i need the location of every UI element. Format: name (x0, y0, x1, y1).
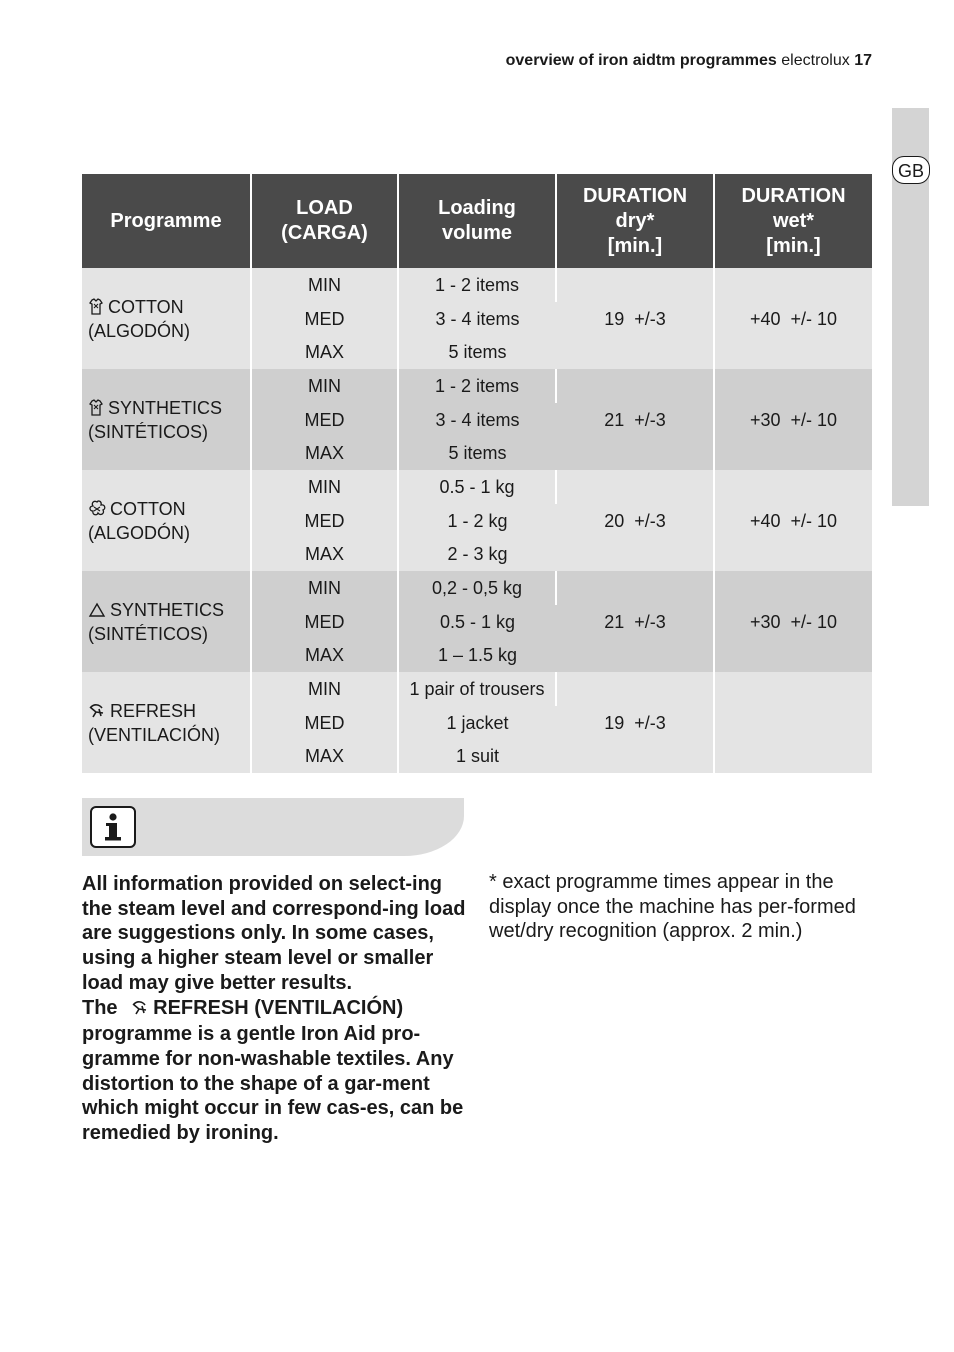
section-title: overview of iron aidtm programmes (505, 52, 777, 69)
load-level-cell: MAX (251, 639, 398, 673)
column-header-line: DURATION (582, 184, 688, 207)
duration-wet-cell: +40 +/- 10 (714, 470, 872, 571)
loading-volume-cell: 1 – 1.5 kg (398, 639, 556, 673)
programme-name-cell (82, 369, 251, 470)
programme-name-spanish: (SINTÉTICOS) (88, 623, 208, 644)
column-header-line: (CARGA) (281, 222, 368, 244)
load-level-cell: MED (251, 403, 398, 437)
cotton-flower-icon (88, 500, 106, 522)
load-level-cell: MIN (251, 571, 398, 605)
table-row (82, 672, 872, 706)
programme-name-cell (82, 571, 251, 672)
column-header-load (251, 174, 398, 268)
loading-volume-cell: 1 jacket (398, 706, 556, 740)
table-row (82, 571, 872, 605)
programme-name-spanish: (ALGODÓN) (88, 522, 191, 543)
programme-name: COTTON (110, 498, 186, 519)
steam-note-paragraph: All information provided on select-ing the steam level and correspond-ing load are suggestions only. In some cases, using a higher steam level or smaller load may give better results. (82, 873, 466, 994)
loading-volume-cell: 0.5 - 1 kg (398, 470, 556, 504)
load-level-cell: MED (251, 504, 398, 538)
loading-volume-cell: 3 - 4 items (398, 302, 556, 336)
duration-dry-cell: 21 +/-3 (556, 369, 714, 470)
loading-volume-cell: 5 items (398, 436, 556, 470)
loading-volume-cell: 1 - 2 items (398, 369, 556, 403)
brand-name: electrolux (781, 52, 850, 69)
programme-name-spanish: (VENTILACIÓN) (88, 724, 221, 745)
programme-table (82, 174, 872, 773)
load-level-cell: MIN (251, 369, 398, 403)
column-header-line: Loading (438, 197, 516, 219)
info-banner (82, 798, 464, 856)
programme-name-spanish: (SINTÉTICOS) (88, 421, 208, 442)
load-level-cell: MAX (251, 436, 398, 470)
programme-name-cell (82, 470, 251, 571)
refresh-icon (131, 998, 149, 1023)
duration-dry-cell: 21 +/-3 (556, 571, 714, 672)
loading-volume-cell: 0.5 - 1 kg (398, 605, 556, 639)
load-level-cell: MAX (251, 335, 398, 369)
load-level-cell: MED (251, 706, 398, 740)
duration-wet-cell: +30 +/- 10 (714, 369, 872, 470)
page-number: 17 (854, 52, 872, 69)
duration-dry-cell: 20 +/-3 (556, 470, 714, 571)
column-header-line: DURATION (741, 184, 846, 207)
column-header-line: Programme (110, 209, 222, 232)
column-header-line: volume (441, 222, 513, 244)
loading-volume-cell: 2 - 3 kg (398, 538, 556, 572)
load-level-cell: MIN (251, 268, 398, 302)
load-level-cell: MAX (251, 538, 398, 572)
duration-footnote-text: * exact programme times appear in the display once the machine has per-formed wet/dry recognition (approx. 2 min.) (489, 871, 856, 943)
load-level-cell: MIN (251, 470, 398, 504)
load-level-cell: MAX (251, 740, 398, 774)
loading-volume-cell: 5 items (398, 335, 556, 369)
table-row (82, 470, 872, 504)
duration-dry-cell: 19 +/-3 (556, 268, 714, 369)
refresh-icon (88, 702, 106, 724)
load-level-cell: MED (251, 605, 398, 639)
column-header-line: [min.] (766, 234, 821, 257)
page-header (506, 52, 872, 70)
column-header-line: dry* (615, 209, 655, 232)
loading-volume-cell: 1 suit (398, 740, 556, 774)
info-icon (90, 806, 136, 848)
programme-name: REFRESH (110, 700, 197, 721)
programme-name: SYNTHETICS (108, 397, 223, 418)
duration-wet-cell: +30 +/- 10 (714, 571, 872, 672)
column-header-line: LOAD (296, 197, 353, 219)
programme-name: SYNTHETICS (110, 599, 225, 620)
loading-volume-cell: 0,2 - 0,5 kg (398, 571, 556, 605)
column-header-duration-wet (714, 174, 872, 268)
load-level-cell: MIN (251, 672, 398, 706)
triangle-icon (88, 601, 106, 623)
loading-volume-cell: 3 - 4 items (398, 403, 556, 437)
column-header-programme (82, 174, 251, 268)
loading-volume-cell: 1 - 2 items (398, 268, 556, 302)
table-row (82, 268, 872, 302)
shirt-icon (88, 298, 104, 320)
column-header-line: wet* (772, 209, 815, 232)
column-header-duration-dry (556, 174, 714, 268)
duration-footnote (489, 870, 874, 944)
refresh-note-paragraph: The REFRESH (VENTILACIÓN) programme is a gentle Iron Aid pro-gramme for non-washable textiles. Any distortion to the shape of a gar-ment which might occur in few cas-es, can be remedied by ironing. (82, 996, 464, 1145)
programme-name-spanish: (ALGODÓN) (88, 320, 191, 341)
programme-name-cell (82, 672, 251, 773)
loading-volume-cell: 1 pair of trousers (398, 672, 556, 706)
loading-volume-cell: 1 - 2 kg (398, 504, 556, 538)
duration-dry-cell: 19 +/-3 (556, 672, 714, 773)
table-header-row (82, 174, 872, 268)
duration-wet-cell (714, 672, 872, 773)
shirt-icon (88, 399, 104, 421)
column-header-loading-volume (398, 174, 556, 268)
load-level-cell: MED (251, 302, 398, 336)
table-row (82, 369, 872, 403)
programme-name: COTTON (108, 296, 184, 317)
language-badge: GB (892, 156, 930, 184)
steam-note (82, 872, 466, 1146)
duration-wet-cell: +40 +/- 10 (714, 268, 872, 369)
column-header-line: [min.] (607, 234, 663, 257)
programme-name-cell (82, 268, 251, 369)
